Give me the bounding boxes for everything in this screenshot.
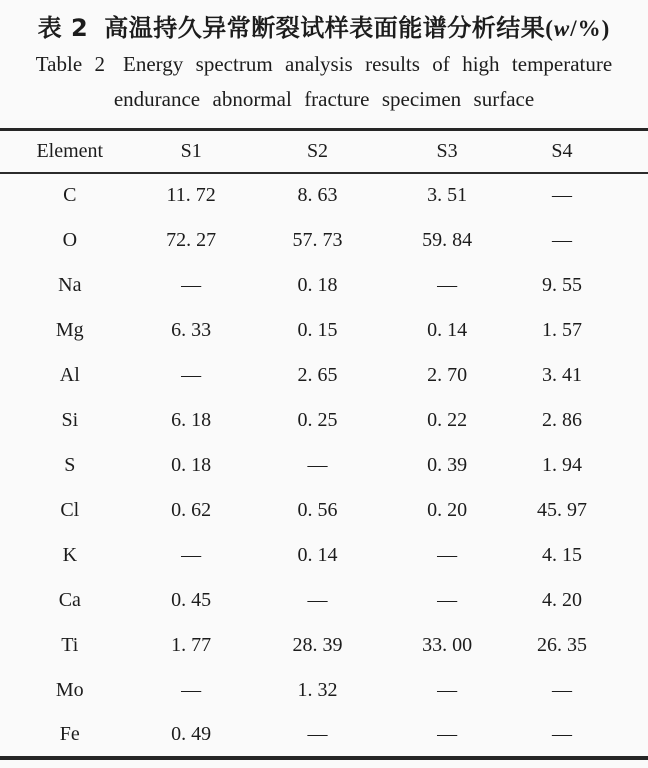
table-row xyxy=(0,578,648,623)
value-cell: 0. 56 xyxy=(297,498,338,521)
value-cell: — xyxy=(551,228,572,251)
caption-zh-label: 表 2 xyxy=(37,14,89,42)
value-cell: — xyxy=(437,722,458,745)
table-row xyxy=(0,623,648,668)
value-cell: — xyxy=(551,678,572,701)
value-cell: 26. 35 xyxy=(536,633,587,656)
value-cell: 0. 14 xyxy=(427,318,468,341)
element-cell: Fe xyxy=(59,722,80,745)
value-cell: 4. 15 xyxy=(541,543,582,566)
value-cell: 0. 45 xyxy=(171,588,212,611)
table-caption-zh xyxy=(0,10,648,47)
value-cell: 0. 15 xyxy=(297,318,338,341)
header-row xyxy=(0,130,648,173)
element-cell: Ti xyxy=(61,633,79,656)
value-cell: 3. 41 xyxy=(541,363,582,386)
element-cell: K xyxy=(62,543,78,566)
element-cell: C xyxy=(63,184,77,206)
table-caption-en-line2: endurance abnormal fracture specimen surface xyxy=(113,87,535,111)
table-row xyxy=(0,488,648,533)
value-cell: — xyxy=(307,722,328,745)
element-cell: Na xyxy=(58,273,82,296)
element-cell: Mg xyxy=(55,318,84,341)
caption-unit xyxy=(545,16,610,41)
column-header-element: Element xyxy=(36,139,104,162)
table-row xyxy=(0,218,648,263)
value-cell: 57. 73 xyxy=(292,228,343,251)
value-cell: 1. 57 xyxy=(541,318,582,341)
value-cell: 3. 51 xyxy=(427,184,468,206)
value-cell: 9. 55 xyxy=(541,273,582,296)
table-row xyxy=(0,308,648,353)
value-cell: 0. 18 xyxy=(171,453,212,476)
value-cell: 0. 14 xyxy=(297,543,338,566)
value-cell: 2. 70 xyxy=(427,363,468,386)
column-header-s1: S1 xyxy=(180,139,202,162)
value-cell: — xyxy=(181,543,202,566)
value-cell: 8. 63 xyxy=(297,184,338,206)
value-cell: — xyxy=(181,363,202,386)
unit-paren-close: ) xyxy=(601,16,611,41)
value-cell: — xyxy=(437,678,458,701)
value-cell: 0. 18 xyxy=(297,273,338,296)
table-row xyxy=(0,263,648,308)
caption-en-text: Energy spectrum analysis results of high temperature xyxy=(123,52,613,76)
value-cell: — xyxy=(181,273,202,296)
caption-zh-title: 高温持久异常断裂试样表面能谱分析结果 xyxy=(104,14,546,42)
value-cell: 59. 84 xyxy=(422,228,473,251)
value-cell: 11. 72 xyxy=(166,184,216,206)
value-cell: 0. 20 xyxy=(427,498,468,521)
table-row xyxy=(0,533,648,578)
table-row xyxy=(0,668,648,713)
value-cell: — xyxy=(437,543,458,566)
value-cell: 1. 32 xyxy=(297,678,338,701)
caption-en-label: Table 2 xyxy=(35,52,106,76)
unit-symbol-w: w xyxy=(553,16,571,41)
element-cell: O xyxy=(62,228,78,251)
value-cell: 1. 94 xyxy=(541,453,582,476)
value-cell: 0. 39 xyxy=(427,453,468,476)
value-cell: 4. 20 xyxy=(541,588,582,611)
value-cell: — xyxy=(437,273,458,296)
value-cell: — xyxy=(551,722,572,745)
element-cell: Si xyxy=(61,408,79,431)
value-cell: — xyxy=(307,453,328,476)
value-cell: 6. 33 xyxy=(171,318,212,341)
unit-suffix: /% xyxy=(570,16,602,41)
value-cell: — xyxy=(551,184,572,206)
column-header-s2: S2 xyxy=(306,139,329,162)
value-cell: — xyxy=(437,588,458,611)
table-row xyxy=(0,353,648,398)
value-cell: 2. 86 xyxy=(541,408,582,431)
column-header-s3: S3 xyxy=(436,139,458,162)
value-cell: 45. 97 xyxy=(536,498,587,521)
value-cell: 0. 49 xyxy=(171,722,212,745)
table-row xyxy=(0,398,648,443)
unit-paren-open: ( xyxy=(545,16,554,41)
element-cell: Cl xyxy=(60,498,80,521)
table-row xyxy=(0,443,648,488)
table-row xyxy=(0,713,648,758)
element-cell: S xyxy=(64,453,76,476)
value-cell: 6. 18 xyxy=(171,408,212,431)
value-cell: 0. 22 xyxy=(427,408,468,431)
element-cell: Al xyxy=(59,363,80,386)
value-cell: — xyxy=(307,588,328,611)
value-cell: 1. 77 xyxy=(171,633,212,656)
value-cell: — xyxy=(181,678,202,701)
table-caption-en-line1 xyxy=(0,47,648,82)
value-cell: 0. 25 xyxy=(297,408,338,431)
table-row xyxy=(0,173,648,218)
value-cell: 0. 62 xyxy=(171,498,212,521)
value-cell: 28. 39 xyxy=(292,633,343,656)
element-cell: Mo xyxy=(55,678,84,701)
column-header-s4: S4 xyxy=(551,139,573,162)
value-cell: 33. 00 xyxy=(422,633,473,656)
element-cell: Ca xyxy=(58,588,81,611)
value-cell: 72. 27 xyxy=(166,228,217,251)
energy-spectrum-table xyxy=(0,128,648,760)
value-cell: 2. 65 xyxy=(297,363,338,386)
